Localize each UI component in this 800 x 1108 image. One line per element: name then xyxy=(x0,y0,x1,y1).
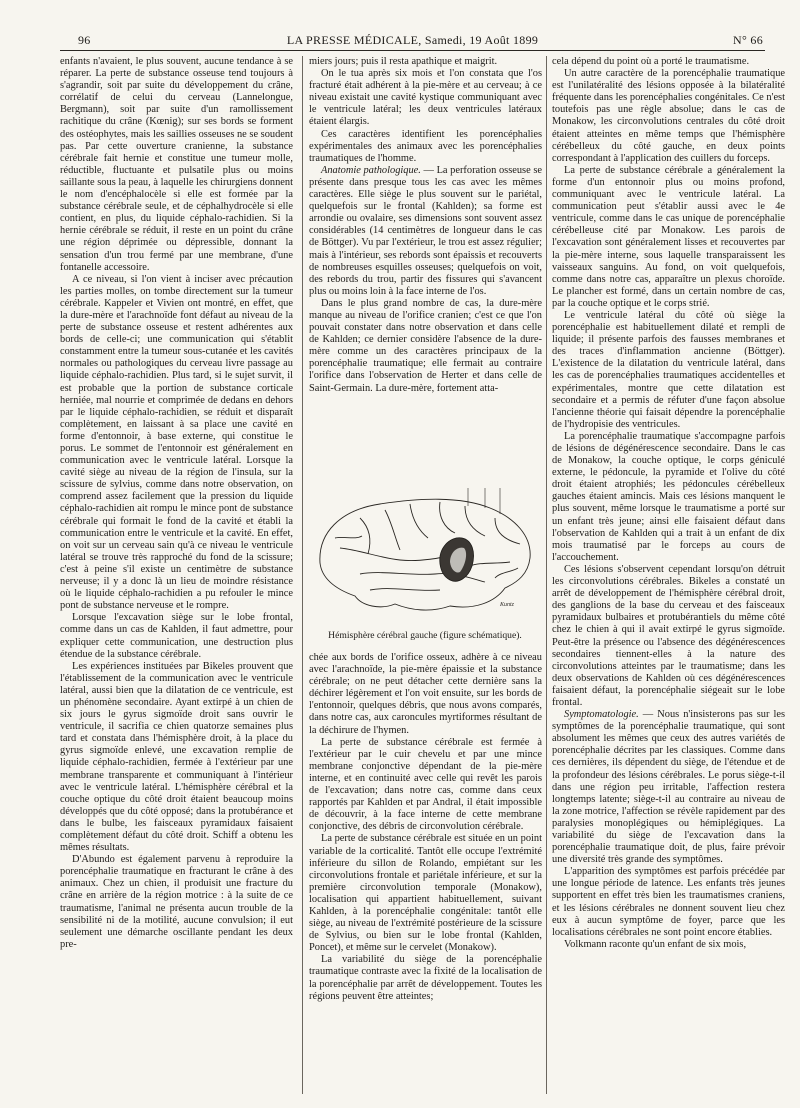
paragraph: A ce niveau, si l'on vient à inciser avec précaution les parties molles, on tombe directement sur la tumeur cérébrale. Kappeler et Vivien ont montré, en effet, que la dure-mère et l'arachnoïde font défaut au niveau de la perte de substance osseuse et restent adhérentes aux bords de celle-ci; une communication qui s'établit constamment entre la tumeur sous-cutanée et les cavités normales ou pathologiques du cerveau livre passage au liquide céphalo-rachidien. Plus tard, si le sujet survit, il est probable que la portion de substance corticale herniée, mal nourrie et comprimée de dedans en dehors par le liquide céphalo-rachidien, se réduit et disparaît complètement, en laissant à sa place une cavité en forme d'entonnoir, à base externe, qui constitue le porus. Le sommet de l'entonnoir est généralement en communication avec le ventricule latéral. Lorsque la cavité siège au niveau de la région de l'insula, sur la scissure de sylvius, comme dans notre observation, on comprend assez facilement que la pression du liquide céphalo-rachidien ait rompu le mince pont de substance cérébrale qui formait le fond de la cavité et établi la communication entre le ventricule et la cavité. En effet, on voit sur un cerveau sain qu'à ce niveau le ventricule latéral se trouve très rapproché du fond de la scissure; c'est à peine s'il existe un centimètre de substance nerveuse; il y a donc là un lieu de moindre résistance où le liquide céphalo-rachidien a pu refouler le mince pont de substance nerveuse et le rompre. xyxy=(60,273,293,612)
paragraph-text: — La perforation osseuse se présente dans presque tous les cas avec les mêmes caractères. Elle siège le plus souvent sur le pariétal, quelquefois sur le frontal (Kahlden); sa forme est arrondie ou ovalaire, ses dimensions sont souvent assez considérables (14 centimètres de longueur dans le cas de Böttger). Vu par l'extérieur, le trou est assez régulier; mais à l'intérieur, ses rebords sont épaissis et recouverts de nombreuses esquilles osseuses; quelquefois on voit, des rebords du trou, partir des fissures qui s'avancent plus ou moins loin à la face interne de l'os. xyxy=(309,164,542,297)
paragraph: Dans le plus grand nombre de cas, la dure-mère manque au niveau de l'orifice cranien; c'est ce que l'on pouvait constater dans notre observation et dans celle de Kahlden; ce dernier considère l'absence de la dure-mère comme un des caractères principaux de la porencéphalie traumatique; elle fermait au contraire l'orifice dans l'observation de Herter et dans celle de Saint-Germain. La dure-mère, fortement atta- xyxy=(309,297,542,394)
paragraph: On le tua après six mois et l'on constata que l'os fracturé était adhérent à la pie-mère et au cerveau; à ce niveau existait une cavité kystique communiquant avec le ventricule latéral; les deux ventricules latéraux étaient élargis. xyxy=(309,68,542,128)
section-heading: Symptomatologie. xyxy=(564,709,639,721)
paragraph: enfants n'avaient, le plus souvent, aucune tendance à se réparer. La perte de substance osseuse tend toujours à s'agrandir, soit par suite du développement du crâne, corrélatif de celui du cerveau (Lannelongue, Bergmann), soit par suite d'un ramollissement rachitique du crâne (Kœnig); sur ses bords se forment des ostéophytes, mais les saillies osseuses ne se soudent pas. Par cette ouverture cranienne, la substance cérébrale fait hernie et constitue une tumeur molle, réductible, fluctuante et pulsatile plus ou moins saillante sous la peau, à laquelle les chirurgiens donnent le nom d'encéphalocèle si elle est formée par la substance cérébrale seule, et de céphalhydrocèle si elle contient, en plus, du liquide céphalo-rachidien. Si la hernie cérébrale se réduit, il reste en un point du crâne une région déprimée ou dépressible, donnant la sensation d'un trou fermé par une membrane, d'une fontanelle accessoire. xyxy=(60,56,293,273)
issue-number: N° 66 xyxy=(733,33,763,47)
paragraph: L'apparition des symptômes est parfois précédée par une longue période de latence. Les enfants très jeunes supportent en effet très bien les traumatismes craniens, et les lésions cérébrales ne donnent souvent lieu chez eux à aucun symptôme de foyer, parce que les localisations cérébrales ne sont point encore établies. xyxy=(552,866,785,938)
page-number: 96 xyxy=(78,33,91,47)
paragraph: miers jours; puis il resta apathique et maigrit. xyxy=(309,56,498,67)
text-column-3 xyxy=(552,56,785,1094)
brain-figure xyxy=(300,478,550,653)
paragraph: Un autre caractère de la porencéphalie traumatique est l'unilatéralité des lésions opposée à la bilatéralité fréquente dans les porencéphalies congénitales. Ce n'est toutefois pas une règle absolue; dans le cas de Monakow, les circonvolutions centrales du côté droit étaient atteintes en même temps que l'hémisphère cérébelleux du côté gauche, en deux points correspondant à l'application des cuillers du forceps. xyxy=(552,68,785,164)
paragraph: Lorsque l'excavation siège sur le lobe frontal, comme dans un cas de Kahlden, il faut admettre, pour expliquer cette communication, une destruction plus étendue de la substance cérébrale. xyxy=(60,612,293,660)
paragraph: Ces lésions s'observent cependant lorsqu'on détruit les circonvolutions cérébrales. Bikeles a constaté un arrêt de développement de l'hémisphère cérébral droit, des ganglions de la base du cerveau et des faisceaux pyramidaux bulbaires et protubérantiels du même côté chez le chien à qui il avait extirpé le gyrus sigmoïde. Peut-être la présence ou l'absence des dégénérescences secondaires tiennent-elles à la nature des circonvolutions atteintes par le traumatisme; dans les deux observations de Kahlden où ces dégénérescences faisaient défaut, la porencéphalie siégeait sur le lobe frontal. xyxy=(552,563,785,708)
paragraph: D'Abundo est également parvenu à reproduire la porencéphalie traumatique en fracturant le crâne à des animaux. Chez un chien, il produisit une fracture du crâne en arrière de la région motrice : à la suite de ce traumatisme, l'animal ne présenta aucun trouble de la sensibilité ni de la motilité, aucune convulsion; il eut seulement une démarche oscillante pendant les deux pre- xyxy=(60,854,293,950)
engraver-signature: Kuntz xyxy=(500,602,515,608)
text-column-2-top xyxy=(309,56,542,476)
paragraph: La variabilité du siège de la porencéphalie traumatique contraste avec la fixité de la localisation de la porencéphalie par arrêt de développement. Toutes les régions peuvent être atteintes; xyxy=(309,954,542,1002)
paragraph: Les expériences instituées par Bikeles prouvent que l'établissement de la communication avec le ventricule latéral, aussi bien que la dilatation de ce ventricule, est un phénomène secondaire. Ayant extirpé à un chien de six jours le gyrus sigmoïde droit sans ouvrir le ventricule, il sacrifia ce chien quatorze semaines plus tard et constata dans l'hémisphère droit, à la place du gyrus sigmoïde enlevé, une excavation remplie de liquide céphalo-rachidien, fermée à l'extérieur par une membrane transparente et communiquant à l'intérieur avec le ventricule latéral. L'hémisphère cérébral et la couche optique du côté droit étaient beaucoup moins développés que du côté opposé; dans la protubérance et dans le bulbe, les faisceaux pyramidaux faisaient complètement défaut du côté droit. Schiff a obtenu les mêmes résultats. xyxy=(60,660,293,854)
text-column-2-bottom xyxy=(309,652,542,1094)
paragraph: La perte de substance cérébrale est fermée à l'extérieur par le cuir chevelu et par une mince membrane conjonctive dépendant de la pie-mère interne, et en continuité avec celle qui revêt les parois de l'excavation; dans notre cas, comme dans ceux rapportés par Kahlden et par Andral, il était impossible de découvrir, à la face interne de cette membrane conjonctive, des débris de circonvolution cérébrale. xyxy=(309,736,542,833)
figure-caption: Hémisphère cérébral gauche (figure schématique). xyxy=(328,630,522,641)
paragraph: Ces caractères identifient les porencéphalies expérimentales des animaux avec les porencéphalies traumatiques de l'homme. xyxy=(309,128,542,164)
paragraph: chée aux bords de l'orifice osseux, adhère à ce niveau avec l'arachnoïde, la pie-mère épaissie et la substance cérébrale; on ne peut détacher cette dernière sans la déchirer légèrement et l'on voit ensuite, sur les bords de l'entonnoir, quelques débris, que nous avons comparés, dans notre cas, aux caroncules myrtiformes résultant de la déchirure de l'hymen. xyxy=(309,652,542,736)
paragraph: Le ventricule latéral du côté où siège la porencéphalie est habituellement dilaté et rempli de liquide; il présente parfois des fausses membranes et des traces d'inflammation ancienne (Böttger). L'existence de la dilatation du ventricule latéral, dans les cas de porencéphalies traumatiques accidentelles et expérimentales, montre que cette dilatation est secondaire et a permis de réfuter d'une façon absolue l'ancienne théorie qui faisait dépendre la porencéphalie de l'hydropisie des ventricules. xyxy=(552,309,785,430)
paragraph-text: — Nous n'insisterons pas sur les symptômes de la porencéphalie traumatique, qui sont absolument les mêmes que ceux des autres variétés de porencéphalie décrites par les classiques. Comme dans ces dernières, ils dépendent du siège, de l'étendue et de la profondeur des lésions cérébrales. Le porus siège-t-il dans une région peu irritable, l'affection restera longtemps latente; siège-t-il au contraire au niveau de la zone motrice, l'affection se révèle rapidement par des paralysies monoplégiques ou hémiplégiques. La variabilité du siège de l'excavation dans la porencéphalie traumatique doit, de plus, faire prévoir une diversité très grande des symptômes. xyxy=(552,709,785,866)
brain-hemisphere-illustration xyxy=(300,478,550,628)
page-header xyxy=(60,30,765,51)
paragraph: La perte de substance cérébrale est située en un point variable de la corticalité. Tantôt elle occupe l'extrémité inférieure du sillon de Rolando, empiétant sur les circonvolutions frontale et pariétale inférieure, et sur la première circonvolution temporale (Monakow), localisation qui appartient habituellement, suivant Kahlden, à la porencéphalie congénitale: tantôt elle siège, au niveau de l'extrémité postérieure de la scissure de Sylvius, ou bien sur le lobe frontal (Kahlden, Poncet), et même sur le cervelet (Monakow). xyxy=(309,833,542,954)
journal-title: LA PRESSE MÉDICALE, Samedi, 19 Août 1899 xyxy=(286,33,539,47)
paragraph: La perte de substance cérébrale a généralement la forme d'un entonnoir plus ou moins profond, communiquant avec le ventricule latéral. La communication peut s'établir aussi avec le 4e ventricule, comme dans le cas unique de porencéphalie cérébelleuse cité par Monakow. Les parois de l'excavation sont généralement lisses et recouvertes par la pie-mère interne, sous laquelle transparaissent les vaisseaux sanguins. Au fond, on voit quelquefois, comme dans notre cas, apparaître un plexus choroïde. Le plancher est formé, dans un certain nombre de cas, par la couche optique et le corps strié. xyxy=(552,164,785,309)
paragraph: Volkmann raconte qu'un enfant de six mois, xyxy=(564,938,747,950)
paragraph: La porencéphalie traumatique s'accompagne parfois de lésions de dégénérescence secondaire. Dans le cas de Monakow, la couche optique, le corps géniculé externe, le pédoncule, la pyramide et l'olive du côté droit étaient atrophiés; les pédoncules cérébelleux gauches étaient amincis. Mais ces lésions manquent le plus souvent, même lorsque le traumatisme a porté sur un enfant très jeune; ainsi elle faisaient défaut dans l'observation de Kahlden qui a trait à un enfant de dix mois traumatisé par le forceps au cours de l'accouchement. xyxy=(552,430,785,563)
paragraph xyxy=(552,709,785,866)
paragraph xyxy=(309,165,542,298)
text-column-1 xyxy=(60,56,293,1094)
paragraph: cela dépend du point où a porté le traumatisme. xyxy=(552,56,750,67)
section-heading: Anatomie pathologique. xyxy=(321,164,421,176)
